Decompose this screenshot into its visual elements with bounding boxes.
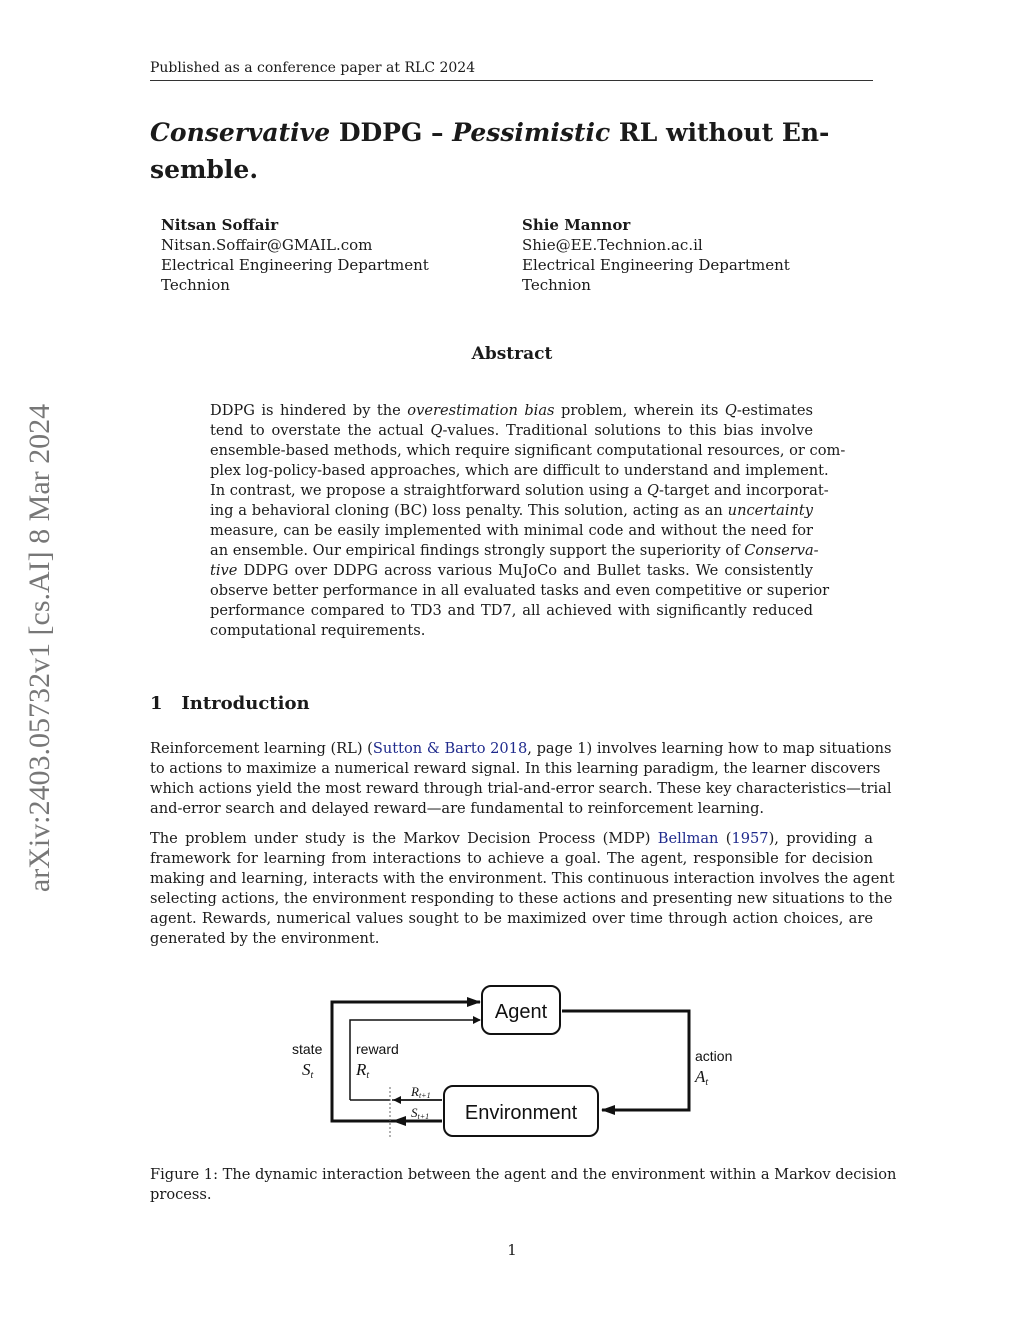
text-line [150,799,873,819]
author-name: Nitsan Soffair [161,216,279,234]
author-inst: Technion [161,276,230,294]
text-span: performance compared to TD3 and TD7, all achieved with significantly reduced [210,602,813,619]
paper-title [150,114,873,188]
state-symbol: St [302,1060,314,1081]
text-line [150,889,893,909]
text-span: ( [718,830,732,847]
reward-label: reward [356,1041,399,1057]
text-span: generated by the environment. [150,930,380,947]
mdp-diagram [280,975,750,1145]
title-part: RL without En- [610,118,830,147]
state-label: state [292,1041,323,1057]
agent-label: Agent [494,1001,548,1023]
text-span: -values. Traditional solutions to this bias involve [442,422,813,439]
action-symbol: At [695,1067,709,1088]
text-span: framework for learning from interactions to achieve a goal. The agent, responsible for decision [150,850,873,867]
text-line [210,401,813,421]
text-line [210,461,829,481]
r-next-symbol: Rt+1 [411,1084,431,1100]
text-span: ), providing a [768,830,873,847]
text-line [210,601,813,621]
author-email: Shie@EE.Technion.ac.il [522,236,703,254]
author-dept: Electrical Engineering Department [522,256,790,274]
text-span: to actions to maximize a numerical reward signal. In this learning paradigm, the learner discovers [150,760,881,777]
text-span: tive [210,562,238,579]
abstract-heading: Abstract [471,344,553,364]
author-block [161,215,429,295]
text-line [210,501,813,521]
section-heading [150,693,310,714]
text-span: ing a behavioral cloning (BC) loss penalty. This solution, acting as an [210,502,728,519]
text-span: DDPG over DDPG across various MuJoCo and Bullet tasks. We consistently [237,562,813,579]
text-line [210,521,813,541]
arxiv-side-label: arXiv:2403.05732v1 [cs.AI] 8 Mar 2024 [23,403,56,893]
text-line [150,909,873,929]
text-span: -target and incorporat- [659,482,829,499]
text-span: In contrast, we propose a straightforward solution using a [210,482,648,499]
running-header: Published as a conference paper at RLC 2024 [150,60,476,76]
text-line [150,739,892,759]
header-rule [150,80,873,81]
text-span: Q [724,402,737,419]
text-span: observe better performance in all evaluated tasks and even competitive or superior [210,582,830,599]
text-span: process. [150,1186,212,1203]
title-part: Pessimistic [452,118,611,147]
citation-link[interactable]: 1957 [731,830,769,847]
author-dept: Electrical Engineering Department [161,256,429,274]
title-part: DDPG – [330,118,453,147]
text-span: ensemble-based methods, which require significant computational resources, or com- [210,442,846,459]
text-line [150,779,892,799]
text-span: agent. Rewards, numerical values sought to be maximized over time through action choices, are [150,910,873,927]
action-label: action [695,1048,733,1064]
text-line [150,1165,897,1185]
page-number: 1 [507,1241,517,1259]
citation-link[interactable]: Bellman [657,830,719,847]
citation-link[interactable]: Sutton & Barto 2018 [372,740,528,757]
text-span: making and learning, interacts with the environment. This continuous interaction involves the agent [150,870,895,887]
text-span: which actions yield the most reward through trial-and-error search. These key characteristics—trial [150,780,892,797]
text-span: DDPG is hindered by the [210,402,408,419]
author-email: Nitsan.Soffair@GMAIL.com [161,236,373,254]
text-line [210,541,819,561]
text-line [210,421,813,441]
text-span: an ensemble. Our empirical findings strongly support the superiority of [210,542,745,559]
author-block [522,215,790,295]
text-span: and-error search and delayed reward—are fundamental to reinforcement learning. [150,800,765,817]
text-line [210,561,813,581]
text-span: tend to overstate the actual [210,422,431,439]
reward-symbol: Rt [356,1060,370,1081]
text-line [150,929,873,949]
text-span: selecting actions, the environment responding to these actions and presenting new situations to the [150,890,893,907]
text-span: problem, wherein its [554,402,725,419]
text-line [150,759,881,779]
text-span: uncertainty [727,502,813,519]
title-part: semble. [150,155,259,184]
environment-label: Environment [464,1102,578,1124]
text-span: Reinforcement learning (RL) ( [150,740,373,757]
text-line [210,481,829,501]
section-title: Introduction [181,693,310,714]
state-arrow [332,1002,480,1098]
text-line [150,829,873,849]
text-line [150,849,873,869]
text-line [150,869,895,889]
text-line [210,581,830,601]
text-line [210,621,813,641]
text-span: computational requirements. [210,622,426,639]
text-span: overestimation bias [407,402,555,419]
text-span: Conserva- [744,542,819,559]
section-number: 1 [150,693,163,714]
text-span: Q [430,422,443,439]
author-name: Shie Mannor [522,216,631,234]
text-span: , page 1) involves learning how to map situations [527,740,892,757]
s-next-symbol: St+1 [411,1105,430,1121]
text-span: plex log-policy-based approaches, which are difficult to understand and implement. [210,462,829,479]
author-inst: Technion [522,276,591,294]
text-span: measure, can be easily implemented with minimal code and without the need for [210,522,813,539]
text-line [210,441,846,461]
text-span: -estimates [736,402,813,419]
text-span: Figure 1: The dynamic interaction between the agent and the environment within a Markov decision [150,1166,897,1183]
text-span: Q [647,482,659,499]
text-line [150,1185,873,1205]
title-part: Conservative [150,118,331,147]
text-span: The problem under study is the Markov Decision Process (MDP) [150,830,658,847]
